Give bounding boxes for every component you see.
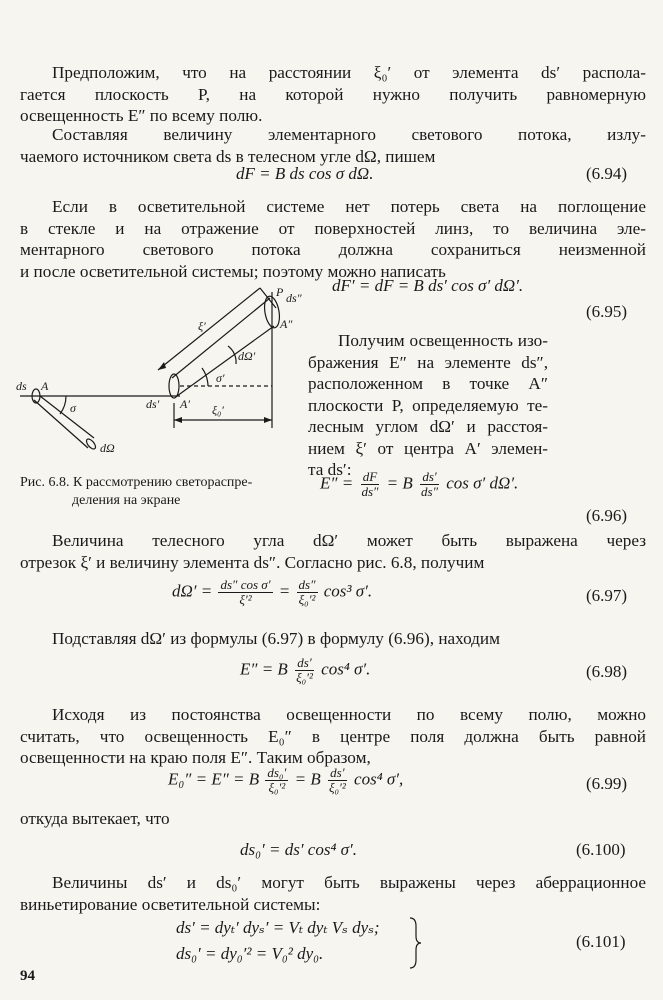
paragraph-8 (20, 808, 646, 830)
text-line: Величины ds′ и ds₀′ могут быть выражены через аберрационное (52, 873, 646, 892)
text-line: освещенность E″ по всему полю. (20, 106, 263, 125)
label-xi-prime: ξ′ (198, 319, 206, 333)
text-line: Получим освещенность изо- (338, 331, 548, 350)
curly-brace (408, 916, 422, 970)
paragraph-3 (20, 196, 646, 282)
equation-6-98 (240, 656, 370, 685)
text-line: гается плоскость P, на которой нужно получить равномерную (20, 84, 646, 104)
paragraph-4 (308, 330, 548, 481)
equation-number: (6.99) (586, 774, 628, 793)
fraction (218, 578, 272, 607)
equation-6-94: dF = B ds cos σ dΩ. (236, 164, 374, 183)
eq-part: cos⁴ σ′, (354, 769, 404, 789)
eq-part: = (278, 581, 291, 601)
denominator: ξ₀′² (296, 670, 313, 685)
eq-part: E″ = B (240, 659, 288, 679)
equation-number: (6.95) (586, 302, 628, 321)
figure-caption (20, 474, 290, 510)
text-line: плоскости P, определяемую те- (308, 395, 548, 415)
equation-6-96 (320, 470, 518, 499)
figure-6-8 (14, 278, 314, 468)
equation-number: (6.94) (586, 164, 628, 183)
equation-6-95: dF′ = dF = B ds′ cos σ′ dΩ′. (332, 276, 524, 295)
equation-number: (6.96) (586, 506, 628, 525)
eq-part: cos⁴ σ′. (321, 659, 371, 679)
label-ds: ds (16, 379, 27, 393)
label-sigma-prime: σ′ (216, 371, 225, 385)
eq-part: = B (386, 473, 413, 493)
fraction (265, 766, 288, 795)
denominator: ξ₀′² (298, 592, 316, 607)
numerator: ds″ (298, 577, 316, 592)
numerator: ds′ (297, 655, 312, 670)
equation-6-101-line2: ds₀′ = dy₀′² = V₀² dy₀. (176, 944, 324, 963)
paragraph-7 (20, 704, 646, 769)
equation-number: (6.97) (586, 586, 628, 605)
text-line: нием ξ′ от центра A′ элемен- (308, 438, 548, 458)
fraction (327, 766, 348, 795)
numerator: ds₀′ (267, 765, 287, 780)
equation-6-97 (172, 578, 372, 607)
equation-6-100: ds₀′ = ds′ cos⁴ σ′. (240, 840, 357, 859)
denominator: ξ′² (239, 592, 252, 607)
equation-number: (6.98) (586, 662, 628, 681)
text-line: и после осветительной системы; поэтому можно написать (20, 261, 446, 281)
text-line: чаемого источником света ds в телесном угле dΩ, пишем (20, 146, 436, 166)
text-line: бражения E″ на элементе ds″, (308, 352, 548, 372)
text-line: расположенном в точке A″ (308, 374, 548, 393)
text-line: отрезок ξ′ и величину элемента ds″. Согласно рис. 6.8, получим (20, 552, 485, 572)
label-a: A (41, 379, 49, 393)
label-domega-prime: dΩ′ (238, 349, 256, 363)
text-line: Предположим, что на расстоянии ξ₀′ от элемента ds′ распола- (52, 63, 646, 82)
paragraph-6 (20, 628, 646, 650)
fraction (297, 578, 318, 607)
paragraph-2 (20, 124, 646, 167)
numerator: dF (362, 469, 378, 484)
text-line: ментарного светового потока должна сохраниться неизменной (20, 240, 646, 259)
eq-part: dΩ′ = (172, 581, 213, 601)
text-line: освещенности на краю поля E″. Таким образом, (20, 748, 371, 767)
equation-6-101-line1: ds′ = dyₜ′ dyₛ′ = Vₜ dyₜ Vₛ dyₛ; (176, 918, 380, 937)
eq-part: E″ = (320, 473, 354, 493)
eq-part: = B (294, 769, 321, 789)
equation-6-99 (168, 766, 403, 795)
text-line: виньетирование осветительной системы: (20, 894, 321, 914)
numerator: ds′ (330, 765, 345, 780)
numerator: ds″ cos σ′ (220, 577, 271, 592)
denominator: ξ₀′² (268, 780, 286, 795)
denominator: ds″ (361, 484, 379, 499)
label-a-prime: A′ (180, 397, 190, 411)
text-line: в стекле и на отражение от поверхностей линз, то величина эле- (20, 218, 646, 238)
text-line: считать, что освещенность E₀″ в центре поля должна быть равной (20, 726, 646, 746)
label-ds-prime: ds′ (146, 397, 160, 411)
eq-part: E₀″ = E″ = B (168, 769, 260, 789)
numerator: ds′ (422, 469, 437, 484)
text-line: лесным углом dΩ′ и расстоя- (308, 417, 548, 436)
label-p: P (276, 285, 284, 299)
denominator: ds″ (421, 484, 439, 499)
paragraph-1 (20, 62, 646, 127)
label-domega: dΩ (100, 441, 115, 455)
label-xi0-prime: ξ₀′ (212, 403, 224, 417)
equation-number: (6.101) (576, 932, 626, 951)
caption-line: деления на экране (72, 493, 181, 508)
label-a-double-prime: A″ (280, 317, 293, 331)
text-line: Исходя из постоянства освещенности по всему полю, можно (52, 705, 646, 724)
label-ds-double-prime: ds″ (286, 291, 302, 305)
paragraph-5 (20, 530, 646, 573)
text-line: Составляя величину элементарного светового потока, излу- (52, 125, 646, 144)
denominator: ξ₀′² (328, 780, 346, 795)
page-number: 94 (20, 968, 35, 984)
fraction (294, 656, 315, 685)
text-line: откуда вытекает, что (20, 809, 170, 828)
eq-part: cos³ σ′. (323, 581, 373, 601)
caption-line: Рис. 6.8. К рассмотрению светораспре- (20, 475, 253, 490)
text-line: Величина телесного угла dΩ′ может быть выражена через (52, 531, 646, 550)
text-line: Подставляя dΩ′ из формулы (6.97) в формулу (6.96), находим (52, 629, 500, 648)
eq-part: cos σ′ dΩ′. (446, 473, 519, 493)
fraction (419, 470, 440, 499)
text-line: та ds′: (308, 460, 352, 479)
label-sigma: σ (70, 401, 76, 415)
text-line: Если в осветительной системе нет потерь света на поглощение (52, 197, 646, 216)
equation-number: (6.100) (576, 840, 626, 859)
paragraph-9 (20, 872, 646, 915)
fraction (359, 470, 380, 499)
